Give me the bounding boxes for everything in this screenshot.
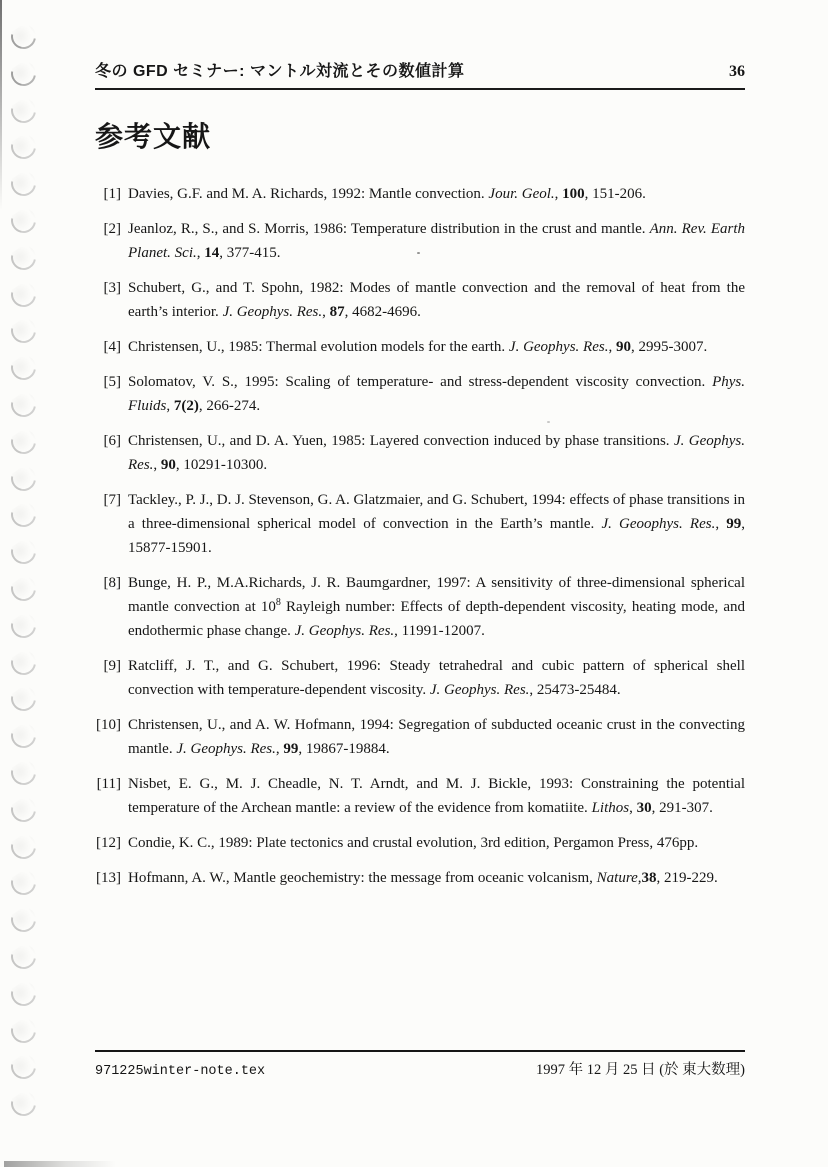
reference-item [95,866,745,890]
page-number: 36 [729,63,745,80]
binding-hole [6,571,41,606]
reference-label: [13] [96,870,121,886]
reference-label: [3] [103,280,121,296]
reference-text: Condie, K. C., 1989: Plate tectonics and crustal evolution, 3rd edition, Pergamon Press, 476pp. [128,835,699,851]
footer-filename: 971225winter-note.tex [95,1064,266,1079]
binding-hole [6,461,41,496]
binding-hole [6,166,41,201]
reference-text: Bunge, H. P., M.A.Richards, J. R. Baumgardner, 1997: A sensitivity of three-dimensional spherical mantle convection at $10^8$ Rayleigh number: Effects of depth-dependent viscosity, heating mode, and endothermic phase change. J. Geophys. Res., 11991-12007. [128,575,745,639]
binding-hole [6,497,41,532]
binding-hole [6,681,41,716]
footer-date: 1997 年 12 月 25 日 (於 東大数理) [535,1062,745,1078]
binding-hole [6,240,41,275]
binding-hole [6,755,41,790]
reference-label: [2] [103,221,121,237]
reference-item [95,429,745,477]
binding-hole [6,718,41,753]
reference-item [95,571,745,643]
binding-hole [6,277,41,312]
reference-label: [8] [103,575,121,591]
binding-hole [6,93,41,128]
binding-hole [6,792,41,827]
references-list [95,182,745,890]
binding-hole [6,534,41,569]
reference-text: Christensen, U., 1985: Thermal evolution models for the earth. J. Geophys. Res., 90, 2995-3007. [128,339,708,355]
reference-label: [1] [103,186,121,202]
reference-label: [11] [96,776,121,792]
scan-bottom-smudge [4,1161,116,1167]
binding-hole [6,829,41,864]
reference-item [95,182,745,206]
binding-holes [9,24,39,1154]
header-title: 冬の GFD セミナー: マントル対流とその数値計算 [95,63,465,80]
binding-hole [6,976,41,1011]
reference-item [95,488,745,560]
binding-hole [6,902,41,937]
reference-text: Jeanloz, R., S., and S. Morris, 1986: Temperature distribution in the crust and mantle. Ann. Rev. Earth Planet. Sci., 14, 377-415. [128,221,745,261]
binding-hole [6,939,41,974]
page-content [95,58,745,901]
binding-hole [6,56,41,91]
reference-item [95,276,745,324]
running-header [95,58,745,90]
reference-item [95,217,745,265]
section-title: 参考文献 [95,121,212,152]
reference-item [95,713,745,761]
reference-text: Nisbet, E. G., M. J. Cheadle, N. T. Arndt, and M. J. Bickle, 1993: Constraining the potential temperature of the Archean mantle: a review of the evidence from komatiite. Lithos, 30, 291-307. [128,776,745,816]
reference-text: Solomatov, V. S., 1995: Scaling of temperature- and stress-dependent viscosity convection. Phys. Fluids, 7(2), 266-274. [128,374,745,414]
binding-hole [6,350,41,385]
binding-hole [6,645,41,680]
binding-hole [6,608,41,643]
reference-label: [12] [96,835,121,851]
binding-hole [6,203,41,238]
reference-label: [7] [103,492,121,508]
reference-label: [4] [103,339,121,355]
binding-hole [6,865,41,900]
reference-text: Davies, G.F. and M. A. Richards, 1992: Mantle convection. Jour. Geol., 100, 151-206. [128,186,646,202]
reference-item [95,370,745,418]
reference-label: [10] [96,717,121,733]
reference-label: [5] [103,374,121,390]
binding-hole [6,1013,41,1048]
binding-hole [6,1086,41,1121]
binding-hole [6,387,41,422]
binding-hole [6,129,41,164]
reference-text: Tackley., P. J., D. J. Stevenson, G. A. Glatzmaier, and G. Schubert, 1994: effects of phase transitions in a three-dimensional spherical model of convection in the Earth’s mantle. J. Geoophys. Res., 99, 15877-15901. [128,492,745,556]
binding-hole [6,424,41,459]
binding-hole [6,19,41,54]
binding-hole [6,313,41,348]
reference-text: Ratcliff, J. T., and G. Schubert, 1996: Steady tetrahedral and cubic pattern of spherical shell convection with temperature-dependent viscosity. J. Geophys. Res., 25473-25484. [128,658,745,698]
scan-edge-artifact [0,0,2,210]
reference-item [95,772,745,820]
reference-text: Christensen, U., and A. W. Hofmann, 1994: Segregation of subducted oceanic crust in the convecting mantle. J. Geophys. Res., 99, 19867-19884. [128,717,745,757]
page-footer [95,1050,745,1079]
reference-item [95,831,745,855]
reference-label: [6] [103,433,121,449]
reference-item [95,335,745,359]
reference-text: Hofmann, A. W., Mantle geochemistry: the message from oceanic volcanism, Nature,38, 219-229. [128,870,718,886]
binding-hole [6,1049,41,1084]
reference-text: Schubert, G., and T. Spohn, 1982: Modes of mantle convection and the removal of heat from the earth’s interior. J. Geophys. Res., 87, 4682-4696. [128,280,745,320]
reference-text: Christensen, U., and D. A. Yuen, 1985: Layered convection induced by phase transitions. J. Geophys. Res., 90, 10291-10300. [128,433,745,473]
reference-item [95,654,745,702]
reference-label: [9] [103,658,121,674]
